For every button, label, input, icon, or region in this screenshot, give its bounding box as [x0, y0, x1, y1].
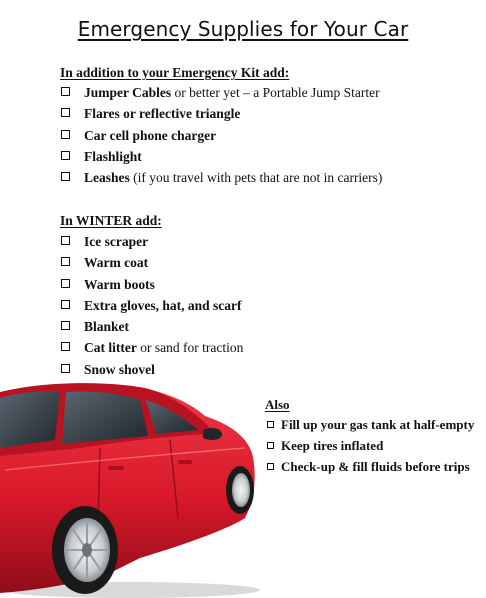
page-title: Emergency Supplies for Your Car [77, 17, 409, 41]
item-label: Flashlight [84, 148, 142, 164]
item-label: Extra gloves, hat, and scarf [84, 297, 242, 313]
also-item-label: Check-up & fill fluids before trips [281, 459, 470, 474]
also-item-label: Keep tires inflated [281, 438, 384, 453]
item-label: Ice scraper [84, 234, 149, 249]
item-label: Snow shovel [84, 361, 155, 377]
item-label: Cat litter [84, 340, 137, 356]
also-item-label: Fill up your gas tank at half-empty [281, 417, 475, 432]
red-car-image [0, 378, 262, 598]
small-checkbox-icon [267, 463, 274, 470]
item-label: Car cell phone charger [84, 127, 217, 143]
kit-section-heading: In addition to your Emergency Kit add: [60, 65, 290, 80]
checkbox-icon [61, 257, 70, 266]
small-checkbox-icon [267, 421, 274, 428]
item-note: or better yet – a Portable Jump Starter [171, 85, 380, 100]
checkbox-icon [61, 321, 70, 330]
item-label: Jumper Cables [84, 85, 172, 100]
item-label: Flares or reflective triangle [84, 106, 241, 122]
item-label: Warm boots [84, 276, 155, 292]
checkbox-icon [61, 342, 70, 351]
item-note: (if you travel with pets that are not in carriers) [129, 170, 383, 186]
also-section-heading: Also [265, 397, 290, 412]
item-label: Blanket [84, 319, 130, 335]
item-note: or sand for traction [136, 340, 244, 356]
checkbox-icon [61, 130, 70, 139]
checkbox-icon [61, 151, 70, 160]
small-checkbox-icon [267, 442, 274, 449]
item-label: Warm coat [84, 255, 149, 271]
checkbox-icon [61, 87, 70, 96]
checkbox-icon [61, 108, 70, 117]
winter-section-heading: In WINTER add: [60, 213, 162, 228]
checkbox-icon [61, 364, 70, 373]
checkbox-icon [61, 236, 70, 245]
checkbox-icon [61, 300, 70, 309]
checkbox-icon [61, 279, 70, 288]
item-label: Leashes [84, 170, 130, 186]
checkbox-icon [61, 172, 70, 181]
